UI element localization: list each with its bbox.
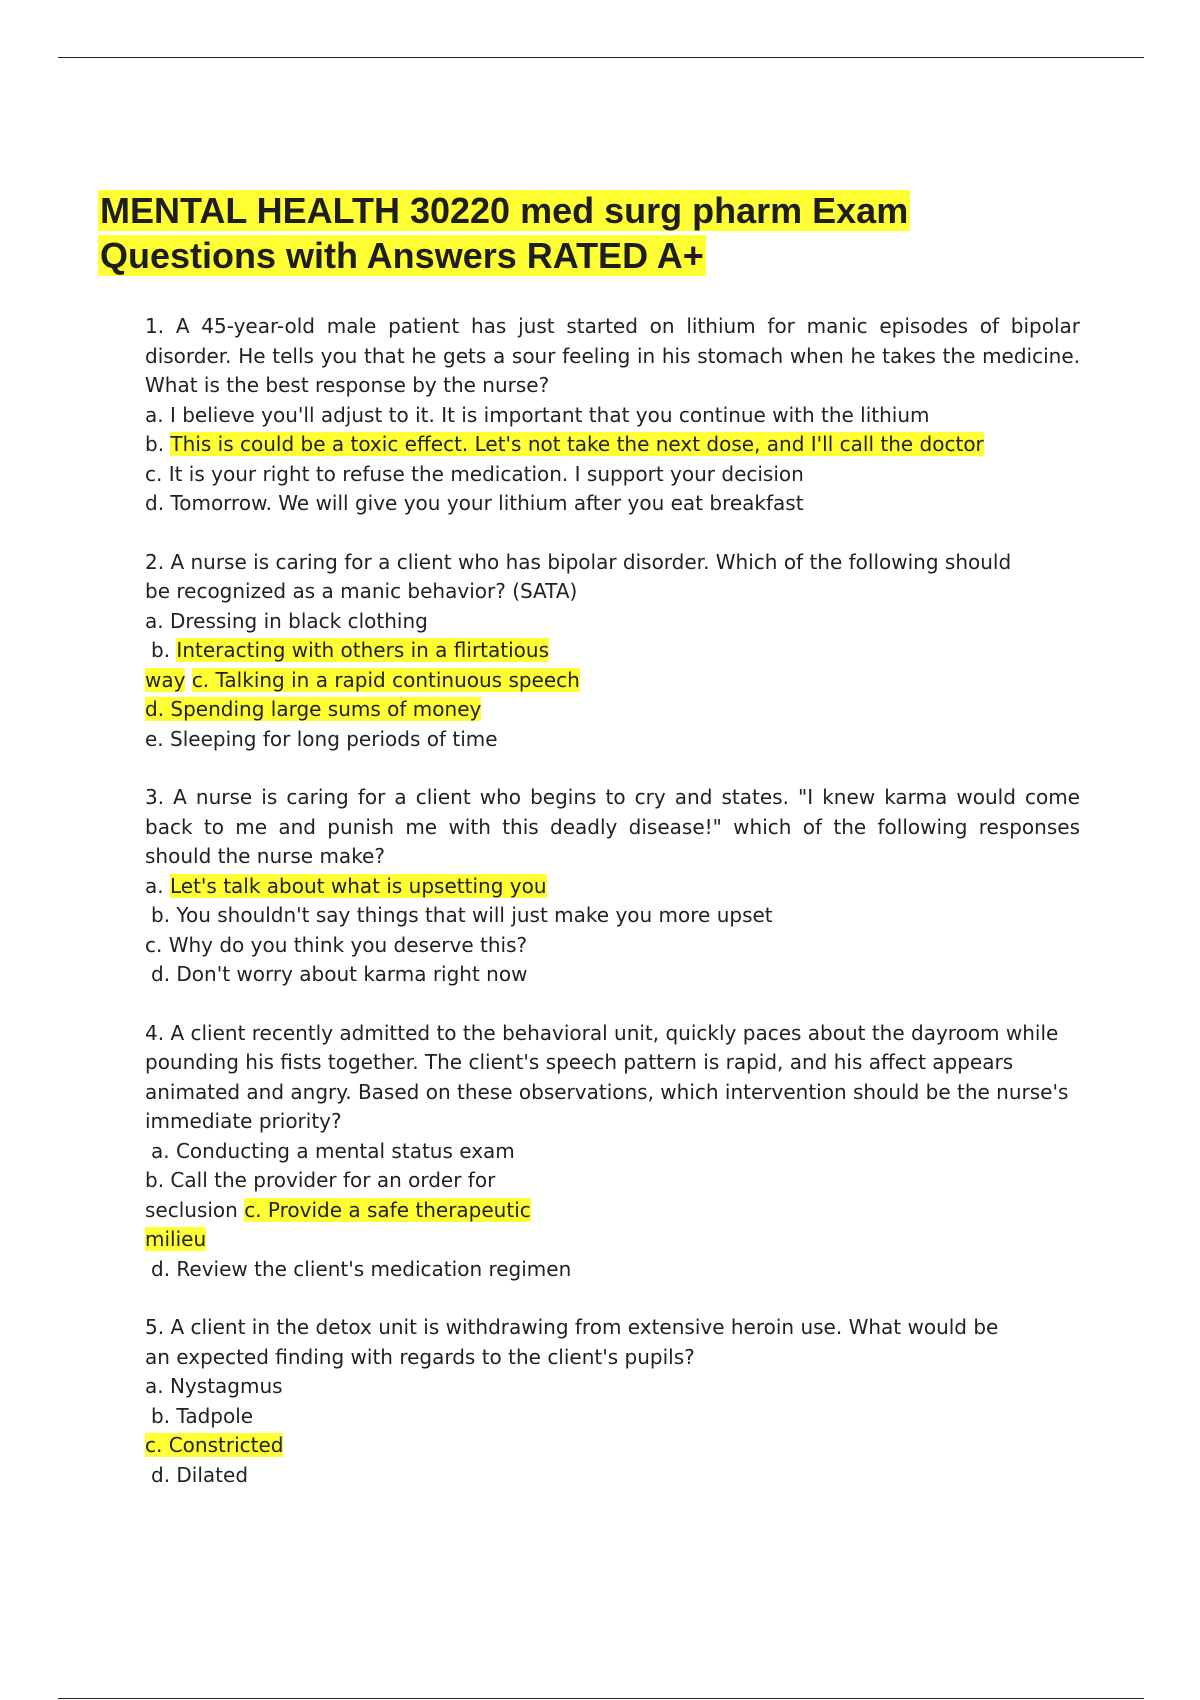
highlighted-answer: Interacting with others in a flirtatious	[176, 638, 549, 662]
question-5-option-a: a. Nystagmus	[145, 1374, 283, 1398]
question-2-option-a: a. Dressing in black clothing	[145, 608, 428, 633]
highlighted-answer: milieu	[145, 1227, 207, 1251]
question-1-option-b	[145, 430, 1080, 460]
top-rule	[58, 57, 1144, 58]
question-4-stem-line-2: pounding his fists together. The client's speech pattern is rapid, and his affect appears	[145, 1050, 1014, 1074]
highlighted-answer: c. Constricted	[145, 1433, 284, 1457]
highlighted-answer: d. Spending large sums of money	[145, 697, 482, 721]
question-3-option-c: c. Why do you think you deserve this?	[145, 932, 528, 957]
question-2-option-b	[145, 636, 1080, 666]
question-4-option-a: a. Conducting a mental status exam	[151, 1138, 515, 1163]
title-line-1: MENTAL HEALTH 30220 med surg pharm Exam	[100, 190, 909, 231]
question-5-stem-line-1: 5. A client in the detox unit is withdrawing from extensive heroin use. What would be	[145, 1315, 999, 1339]
question-2-option-d	[145, 695, 1080, 725]
question-3-option-a	[145, 872, 1080, 902]
question-1-option-c: c. It is your right to refuse the medication. I support your decision	[145, 461, 804, 486]
question-2	[145, 548, 1080, 755]
question-1-option-d: d. Tomorrow. We will give you your lithium after you eat breakfast	[145, 491, 804, 515]
question-2-stem-line-1: 2. A nurse is caring for a client who has bipolar disorder. Which of the following should	[145, 549, 1012, 574]
option-letter: a.	[145, 873, 170, 898]
question-4-stem-line-1: 4. A client recently admitted to the behavioral unit, quickly paces about the dayroom while	[145, 1020, 1059, 1045]
question-4-option-b: b. Call the provider for an order for	[145, 1168, 496, 1192]
question-1-stem: 1. A 45-year-old male patient has just started on lithium for manic episodes of bipolar disorder. He tells you that he gets a sour feeling in his stomach when he takes the medicine. What is the best response by the nurse?	[145, 314, 1080, 397]
highlighted-answer: This is could be a toxic effect. Let's not take the next dose, and I'll call the doctor	[170, 432, 984, 456]
question-4-option-c-continuation	[145, 1225, 1080, 1255]
highlighted-answer: Let's talk about what is upsetting you	[169, 873, 547, 898]
question-3	[145, 783, 1080, 990]
question-4	[145, 1019, 1080, 1285]
highlighted-answer: c. Talking in a rapid continuous speech	[191, 667, 580, 692]
question-2-stem-line-2: be recognized as a manic behavior? (SATA)	[145, 579, 578, 603]
document-title	[98, 188, 910, 278]
question-5-stem-line-2: an expected finding with regards to the client's pupils?	[145, 1344, 695, 1369]
question-2-option-c	[145, 666, 1080, 696]
question-2-option-e: e. Sleeping for long periods of time	[145, 726, 498, 751]
question-1	[145, 312, 1080, 519]
question-5-option-b: b. Tadpole	[151, 1403, 254, 1428]
question-4-option-c	[145, 1196, 1080, 1226]
title-line-2: Questions with Answers RATED A+	[100, 235, 704, 276]
question-4-stem-line-3: animated and angry. Based on these observations, which intervention should be the nurse's	[145, 1079, 1069, 1104]
question-1-option-a: a. I believe you'll adjust to it. It is important that you continue with the lithium	[145, 402, 930, 427]
highlighted-answer: way	[145, 667, 186, 692]
option-b-continuation: seclusion	[145, 1197, 238, 1222]
question-4-stem-line-4: immediate priority?	[145, 1109, 342, 1133]
option-letter: b.	[145, 432, 171, 456]
question-3-option-d: d. Don't worry about karma right now	[151, 962, 528, 986]
highlighted-answer: c. Provide a safe therapeutic	[244, 1197, 531, 1222]
question-4-option-d: d. Review the client's medication regimen	[151, 1256, 572, 1281]
question-list	[145, 312, 1080, 1519]
question-5	[145, 1313, 1080, 1490]
bottom-rule	[58, 1698, 1144, 1699]
question-3-option-b: b. You shouldn't say things that will just make you more upset	[151, 903, 773, 927]
question-5-option-d: d. Dilated	[151, 1462, 249, 1487]
option-letter: b.	[151, 638, 177, 662]
question-3-stem: 3. A nurse is caring for a client who begins to cry and states. "I knew karma would come back to me and punish me with this deadly disease!" which of the following responses should the nurse make?	[145, 785, 1080, 868]
question-5-option-c	[145, 1431, 1080, 1461]
